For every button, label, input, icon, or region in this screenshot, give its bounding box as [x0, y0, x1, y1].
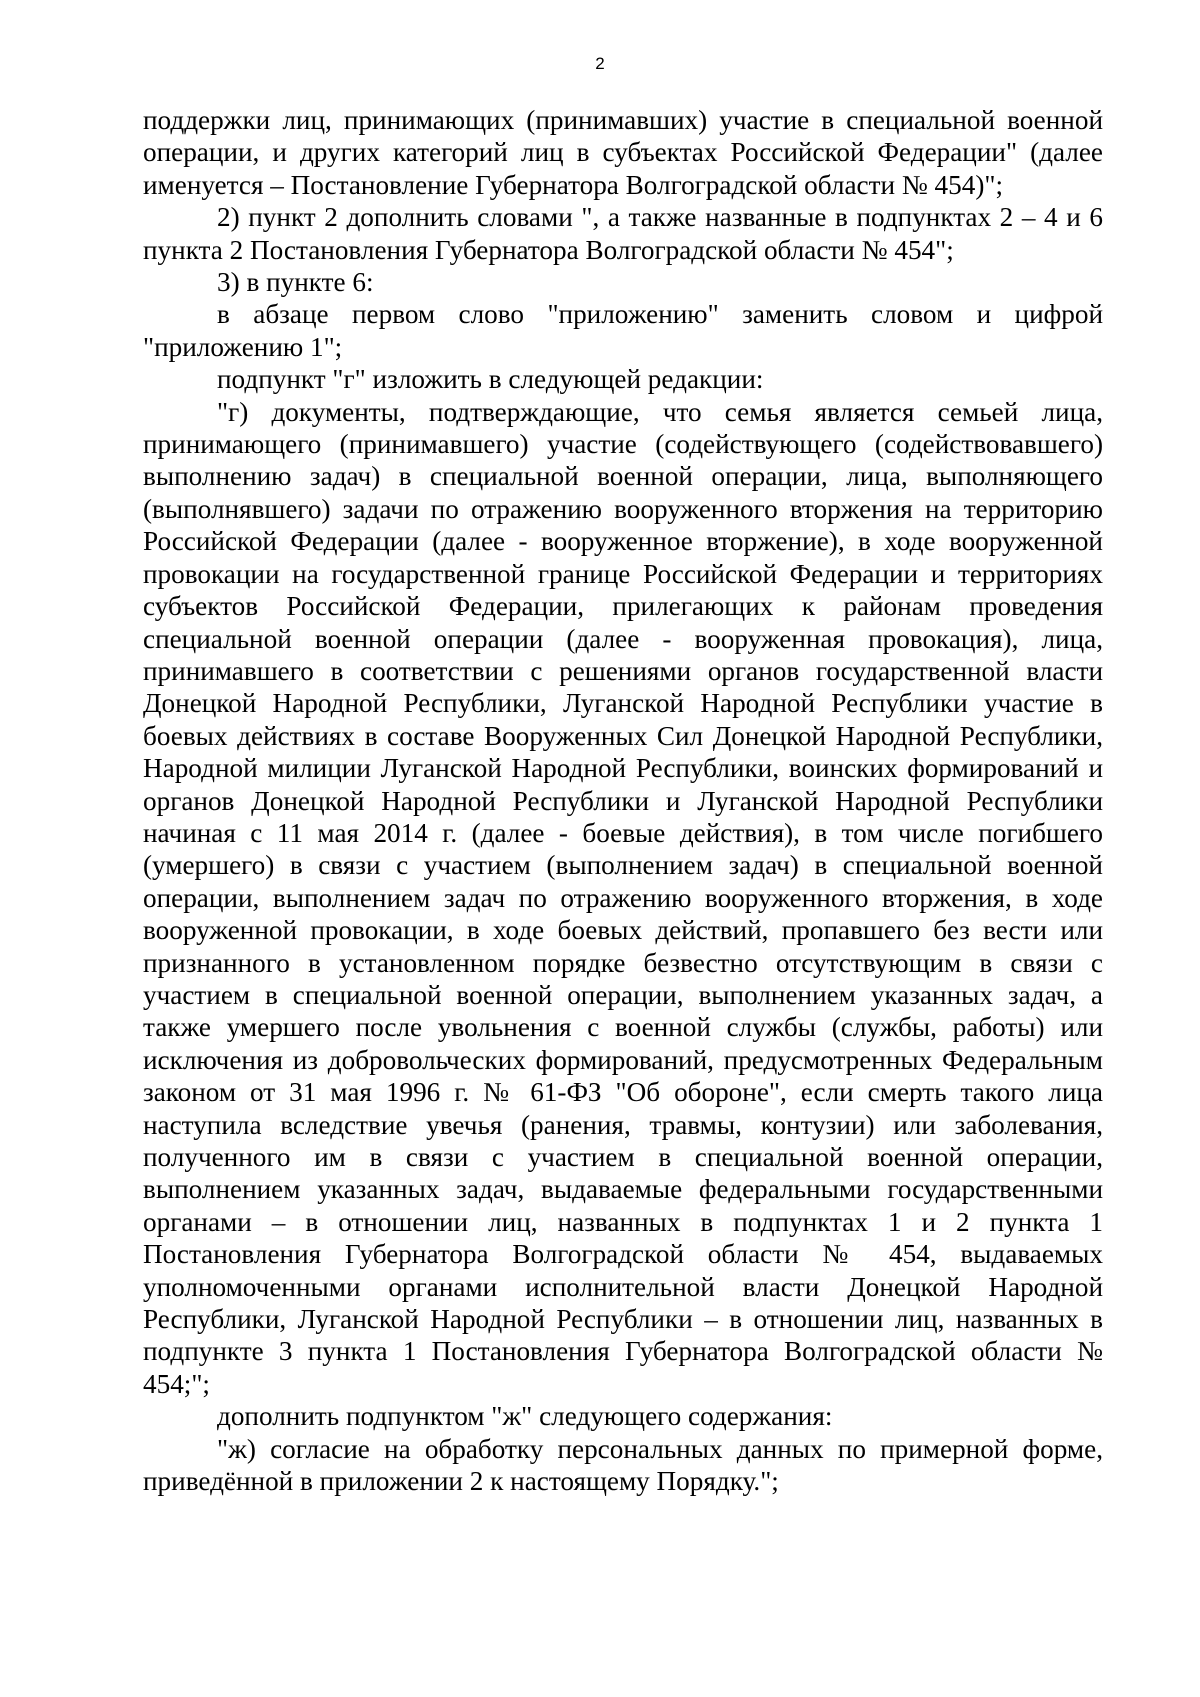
paragraph-2: 2) пункт 2 дополнить словами ", а также названные в подпунктах 2 – 4 и 6 пункта 2 Постановления Губернатора Волгоградской области № 454"; — [143, 202, 1103, 265]
paragraph-7: дополнить подпунктом "ж" следующего содержания: — [217, 1401, 833, 1432]
paragraph-8: "ж) согласие на обработку персональных данных по примерной форме, приведённой в приложении 2 к настоящему Порядку."; — [143, 1433, 1103, 1497]
document-body — [143, 104, 1103, 1497]
paragraph-4: в абзаце первом слово "приложению" заменить словом и цифрой "приложению 1"; — [143, 299, 1103, 362]
paragraph-5: подпункт "г" изложить в следующей редакции: — [217, 364, 764, 395]
paragraph-6: "г) документы, подтверждающие, что семья является семьей лица, принимающего (принимавшего) участие (содействующего (содействовавшего) выполнению задач) в специальной военной операции, лица, выполняющего (выполнявшего) задачи по отражению вооруженного вторжения на территорию Российской Федерации (далее - вооруженное вторжение), в ходе вооруженной провокации на государственной границе Российской Федерации и территориях субъектов Российской Федерации, прилегающих к районам проведения специальной военной операции (далее - вооруженная провокация), лица, принимавшего в соответствии с решениями органов государственной власти Донецкой Народной Республики, Луганской Народной Республики участие в боевых действиях в составе Вооруженных Сил Донецкой Народной Республики, Народной милиции Луганской Народной Республики, воинских формирований и органов Донецкой Народной Республики и Луганской Народной Республики начиная с 11 мая 2014 г. (далее - боевые действия), в том числе погибшего (умершего) в связи с участием (выполнением задач) в специальной военной операции, выполнением задач по отражению вооруженного вторжения, в ходе вооруженной провокации, в ходе боевых действий, пропавшего без вести или признанного в установленном порядке безвестно отсутствующим в связи с участием в специальной военной операции, выполнением указанных задач, а также умершего после увольнения с военной службы (службы, работы) или исключения из добровольческих формирований, предусмотренных Федеральным законом от 31 мая 1996 г. № 61-ФЗ "Об обороне", если смерть такого лица наступила вследствие увечья (ранения, травмы, контузии) или заболевания, полученного им в связи с участием в специальной военной операции, выполнением указанных задач, выдаваемые федеральными государственными органами – в отношении лиц, названных в подпунктах 1 и 2 пункта 1 Постановления Губернатора Волгоградской области № 454, выдаваемых уполномоченными органами исполнительной власти Донецкой Народной Республики, Луганской Народной Республики – в отношении лиц, названных в подпункте 3 пункта 1 Постановления Губернатора Волгоградской области № 454;"; — [143, 396, 1103, 1399]
paragraph-3: 3) в пункте 6: — [217, 267, 374, 298]
page-number: 2 — [595, 54, 605, 73]
paragraph-1: поддержки лиц, принимающих (принимавших) участие в специальной военной операции, и других категорий лиц в субъектах Российской Федерации" (далее именуется – Постановление Губернатора Волгоградской области № 454)"; — [143, 105, 1103, 200]
